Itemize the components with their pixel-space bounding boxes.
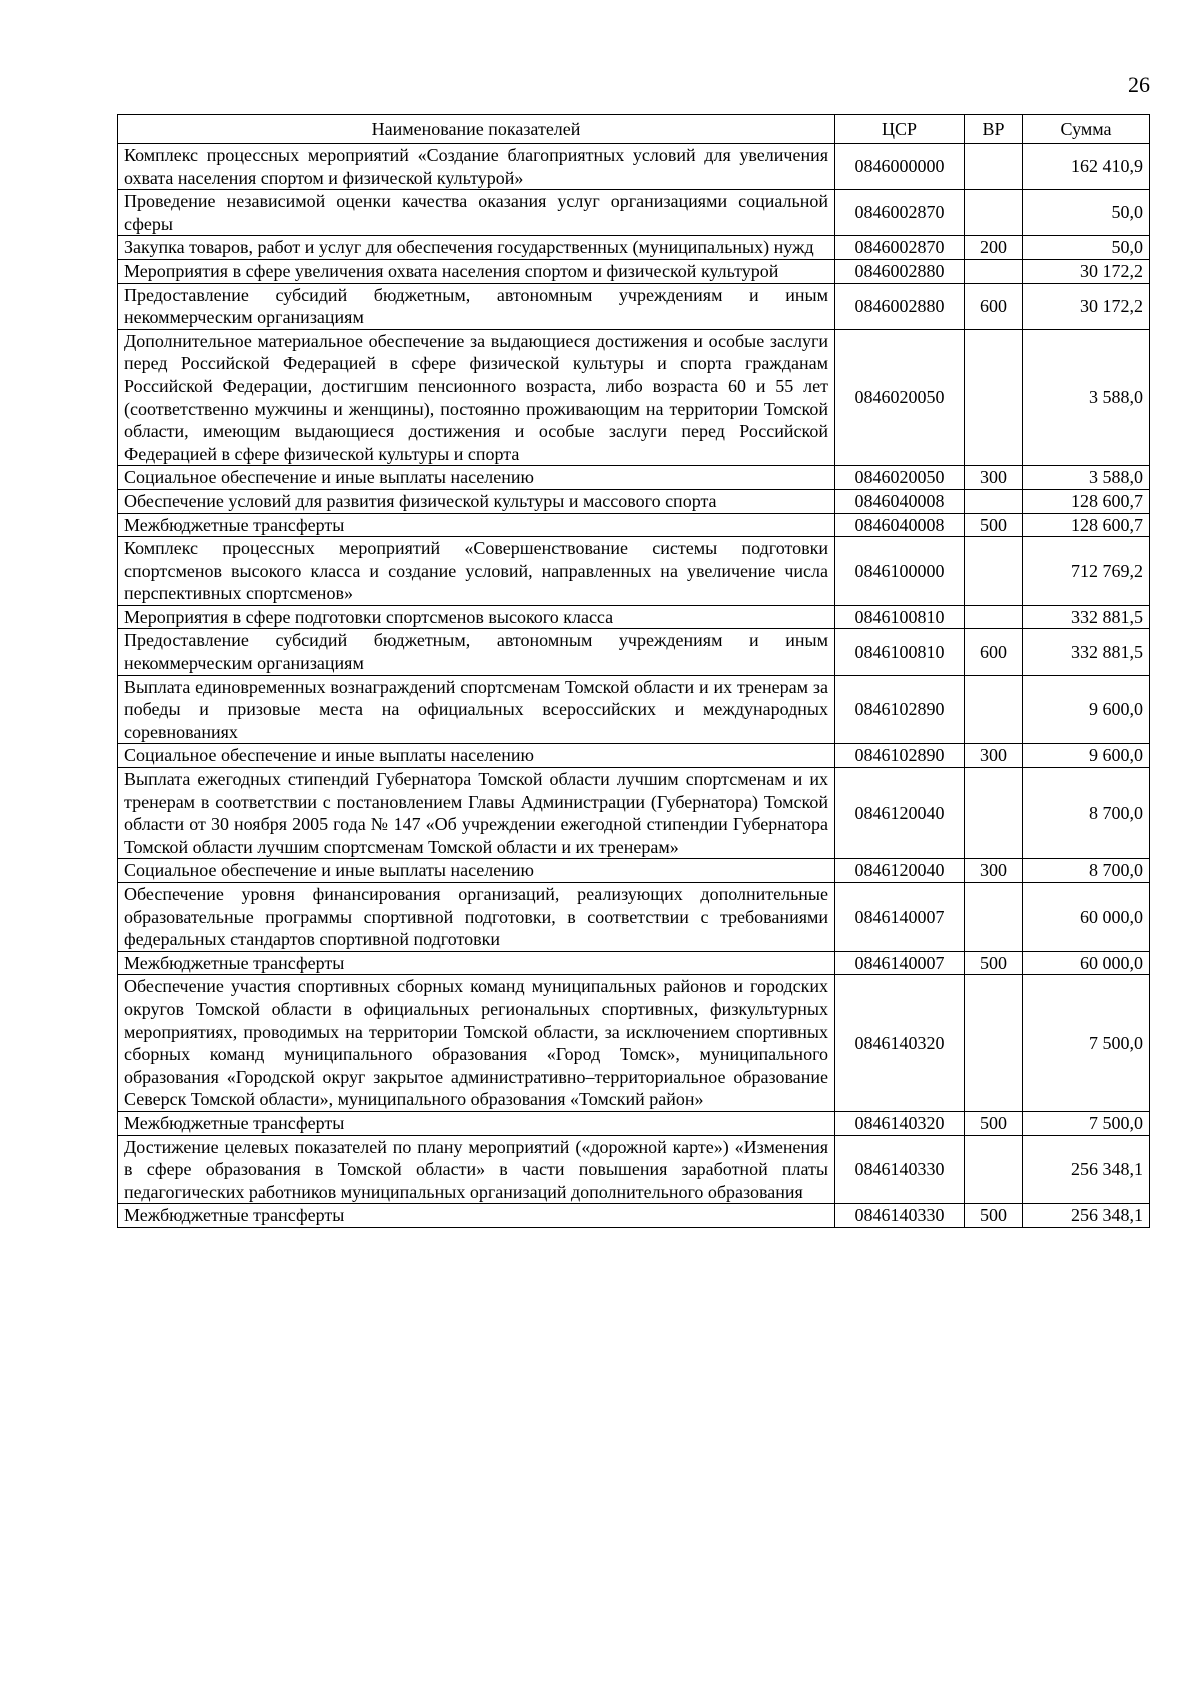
table-header [118,115,1150,144]
table-row [118,190,1150,236]
row-sum: 30 172,2 [1023,259,1150,283]
table-row [118,1135,1150,1204]
row-sum: 50,0 [1023,236,1150,260]
row-sum: 9 600,0 [1023,744,1150,768]
row-sum: 332 881,5 [1023,605,1150,629]
row-vr [965,1135,1023,1204]
row-vr [965,329,1023,466]
table-body [118,144,1150,1228]
row-code: 0846002870 [835,236,965,260]
budget-table [117,114,1150,1228]
header-row [118,115,1150,144]
row-vr [965,883,1023,952]
table-row [118,1111,1150,1135]
row-name: Закупка товаров, работ и услуг для обеспечения государственных (муниципальных) нужд [118,236,835,260]
row-sum: 3 588,0 [1023,466,1150,490]
row-name: Предоставление субсидий бюджетным, автономным учреждениям и иным некоммерческим организациям [118,283,835,329]
row-sum: 256 348,1 [1023,1135,1150,1204]
table-row [118,283,1150,329]
row-code: 0846100810 [835,629,965,675]
row-vr: 300 [965,744,1023,768]
row-name: Обеспечение участия спортивных сборных команд муниципальных районов и городских округов Томской области в официальных региональных спортивных, физкультурных мероприятиях, проводимых на территории Томской области, за исключением спортивных сборных команд муниципального образования «Город Томск», муниципального образования «Городской округ закрытое административно–территориальное образование Северск Томской области», муниципального образования «Томский район» [118,975,835,1112]
header-sum: Сумма [1023,115,1150,144]
row-sum: 712 769,2 [1023,537,1150,606]
row-code: 0846040008 [835,489,965,513]
row-vr [965,675,1023,744]
row-code: 0846040008 [835,513,965,537]
row-code: 0846140007 [835,883,965,952]
row-vr: 500 [965,1111,1023,1135]
table-row [118,329,1150,466]
row-sum: 60 000,0 [1023,951,1150,975]
row-sum: 256 348,1 [1023,1204,1150,1228]
row-vr: 300 [965,466,1023,490]
row-name: Обеспечение уровня финансирования организаций, реализующих дополнительные образовательные программы спортивной подготовки, в соответствии с требованиями федеральных стандартов спортивной подготовки [118,883,835,952]
row-code: 0846140330 [835,1204,965,1228]
row-name: Межбюджетные трансферты [118,1204,835,1228]
row-code: 0846020050 [835,329,965,466]
row-vr: 600 [965,629,1023,675]
row-sum: 3 588,0 [1023,329,1150,466]
row-name: Мероприятия в сфере подготовки спортсменов высокого класса [118,605,835,629]
table-row [118,489,1150,513]
table-row [118,144,1150,190]
row-vr [965,768,1023,859]
row-name: Социальное обеспечение и иные выплаты населению [118,859,835,883]
row-code: 0846002880 [835,259,965,283]
row-name: Выплата ежегодных стипендий Губернатора Томской области лучшим спортсменам и их тренерам в соответствии с постановлением Главы Администрации (Губернатора) Томской области от 30 ноября 2005 года № 147 «Об учреждении ежегодной стипендии Губернатора Томской области лучшим спортсменам Томской области и их тренерам» [118,768,835,859]
row-name: Межбюджетные трансферты [118,951,835,975]
page-number: 26 [1128,72,1150,97]
row-code: 0846140320 [835,975,965,1112]
row-name: Мероприятия в сфере увеличения охвата населения спортом и физической культурой [118,259,835,283]
table-row [118,768,1150,859]
row-name: Достижение целевых показателей по плану мероприятий («дорожной карте») «Изменения в сфере образования в Томской области» в части повышения заработной платы педагогических работников муниципальных организаций дополнительного образования [118,1135,835,1204]
row-name: Межбюджетные трансферты [118,1111,835,1135]
row-code: 0846140007 [835,951,965,975]
table-row [118,675,1150,744]
table-row [118,466,1150,490]
row-sum: 162 410,9 [1023,144,1150,190]
row-vr: 600 [965,283,1023,329]
row-name: Предоставление субсидий бюджетным, автономным учреждениям и иным некоммерческим организациям [118,629,835,675]
row-code: 0846120040 [835,768,965,859]
header-name: Наименование показателей [118,115,835,144]
table-row [118,605,1150,629]
row-sum: 9 600,0 [1023,675,1150,744]
row-name: Дополнительное материальное обеспечение за выдающиеся достижения и особые заслуги перед Российской Федерацией в сфере физической культуры и спорта гражданам Российской Федерации, достигшим пенсионного возраста, либо возраста 60 и 55 лет (соответственно мужчины и женщины), постоянно проживающим на территории Томской области, имеющим выдающиеся достижения и особые заслуги перед Российской Федерацией в сфере физической культуры и спорта [118,329,835,466]
row-vr [965,537,1023,606]
row-name: Социальное обеспечение и иные выплаты населению [118,744,835,768]
row-code: 0846020050 [835,466,965,490]
row-sum: 50,0 [1023,190,1150,236]
row-sum: 128 600,7 [1023,489,1150,513]
row-sum: 30 172,2 [1023,283,1150,329]
row-name: Выплата единовременных вознаграждений спортсменам Томской области и их тренерам за победы и призовые места на официальных всероссийских и международных соревнованиях [118,675,835,744]
row-code: 0846120040 [835,859,965,883]
row-code: 0846000000 [835,144,965,190]
row-vr: 500 [965,1204,1023,1228]
table-row [118,744,1150,768]
table-row [118,883,1150,952]
table-row [118,629,1150,675]
row-name: Проведение независимой оценки качества оказания услуг организациями социальной сферы [118,190,835,236]
table-row [118,259,1150,283]
table-row [118,537,1150,606]
row-vr: 500 [965,951,1023,975]
row-sum: 332 881,5 [1023,629,1150,675]
row-code: 0846002880 [835,283,965,329]
row-vr [965,190,1023,236]
row-code: 0846102890 [835,675,965,744]
row-name: Обеспечение условий для развития физической культуры и массового спорта [118,489,835,513]
row-vr: 300 [965,859,1023,883]
row-name: Комплекс процессных мероприятий «Совершенствование системы подготовки спортсменов высокого класса и создание условий, направленных на увеличение числа перспективных спортсменов» [118,537,835,606]
row-sum: 7 500,0 [1023,975,1150,1112]
row-vr [965,144,1023,190]
table-row [118,236,1150,260]
row-name: Межбюджетные трансферты [118,513,835,537]
row-sum: 60 000,0 [1023,883,1150,952]
row-name: Комплекс процессных мероприятий «Создание благоприятных условий для увеличения охвата населения спортом и физической культурой» [118,144,835,190]
table-row [118,1204,1150,1228]
table-row [118,975,1150,1112]
row-code: 0846002870 [835,190,965,236]
row-code: 0846102890 [835,744,965,768]
row-code: 0846100810 [835,605,965,629]
row-name: Социальное обеспечение и иные выплаты населению [118,466,835,490]
row-vr [965,489,1023,513]
table-row [118,951,1150,975]
row-code: 0846100000 [835,537,965,606]
row-vr [965,975,1023,1112]
row-sum: 7 500,0 [1023,1111,1150,1135]
header-code: ЦСР [835,115,965,144]
row-code: 0846140320 [835,1111,965,1135]
row-sum: 8 700,0 [1023,768,1150,859]
table-row [118,513,1150,537]
row-vr: 200 [965,236,1023,260]
row-vr [965,259,1023,283]
row-vr: 500 [965,513,1023,537]
row-sum: 128 600,7 [1023,513,1150,537]
table-row [118,859,1150,883]
row-vr [965,605,1023,629]
row-code: 0846140330 [835,1135,965,1204]
row-sum: 8 700,0 [1023,859,1150,883]
header-vr: ВР [965,115,1023,144]
